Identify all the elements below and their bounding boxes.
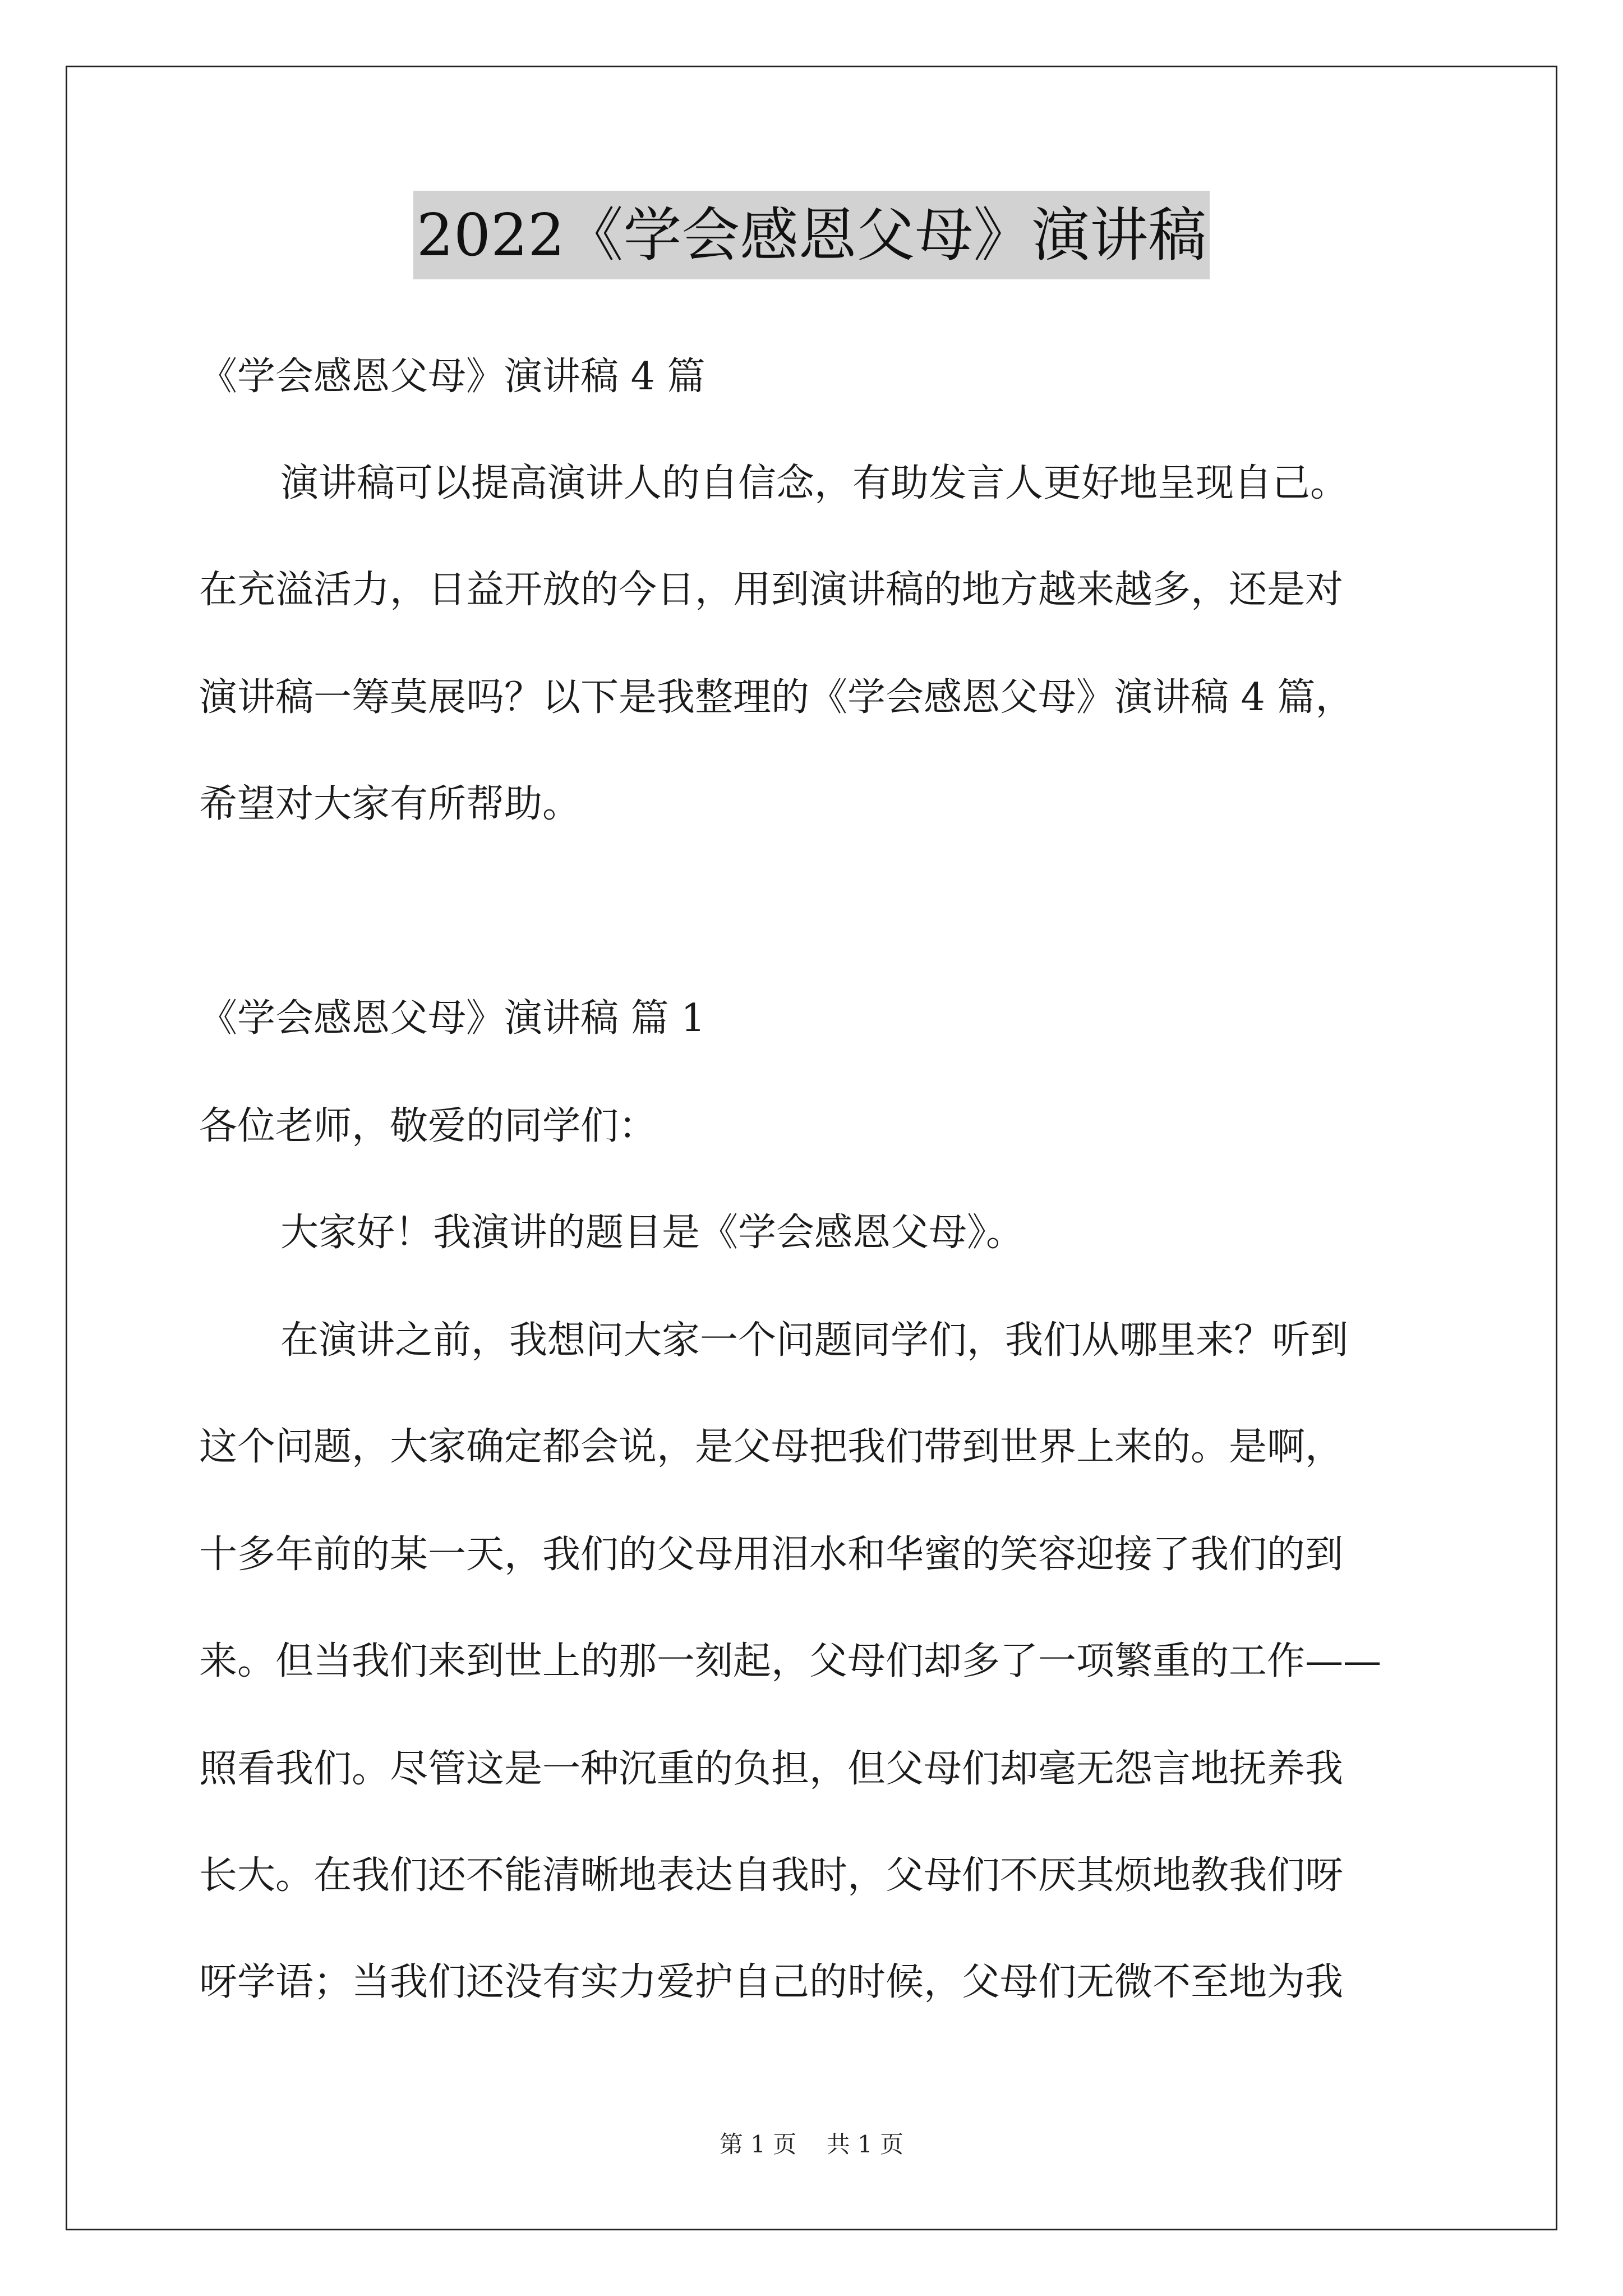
greeting-line: 大家好！我演讲的题目是《学会感恩父母》。: [280, 1211, 1025, 1255]
title-container: [0, 191, 1623, 279]
body-line: 在演讲之前，我想问大家一个问题同学们，我们从哪里来？听到: [280, 1318, 1349, 1363]
body-line: 呀学语；当我们还没有实力爱护自己的时候，父母们无微不至地为我: [199, 1960, 1344, 2004]
salutation: 各位老师，敬爱的同学们：: [199, 1104, 657, 1148]
intro-line: 在充溢活力，日益开放的今日，用到演讲稿的地方越来越多，还是对: [199, 568, 1344, 612]
intro-line: 演讲稿可以提高演讲人的自信念，有助发言人更好地呈现自己。: [280, 461, 1349, 505]
intro-line: 演讲稿一筹莫展吗？以下是我整理的《学会感恩父母》演讲稿 4 篇，: [199, 675, 1354, 720]
section-heading: 《学会感恩父母》演讲稿 篇 1: [199, 996, 706, 1041]
body-line: 来。但当我们来到世上的那一刻起，父母们却多了一项繁重的工作——: [199, 1639, 1382, 1683]
document-subtitle: 《学会感恩父母》演讲稿 4 篇: [199, 355, 706, 399]
body-line: 这个问题，大家确定都会说，是父母把我们带到世界上来的。是啊，: [199, 1425, 1344, 1469]
body-line: 长大。在我们还不能清晰地表达自我时，父母们不厌其烦地教我们呀: [199, 1853, 1344, 1898]
document-title: 2022《学会感恩父母》演讲稿: [413, 191, 1210, 279]
body-line: 照看我们。尽管这是一种沉重的负担，但父母们却毫无怨言地抚养我: [199, 1747, 1344, 1791]
page-footer: 第 1 页 共 1 页: [719, 2131, 904, 2158]
intro-line: 希望对大家有所帮助。: [199, 782, 581, 826]
body-line: 十多年前的某一天，我们的父母用泪水和华蜜的笑容迎接了我们的到: [199, 1533, 1344, 1577]
